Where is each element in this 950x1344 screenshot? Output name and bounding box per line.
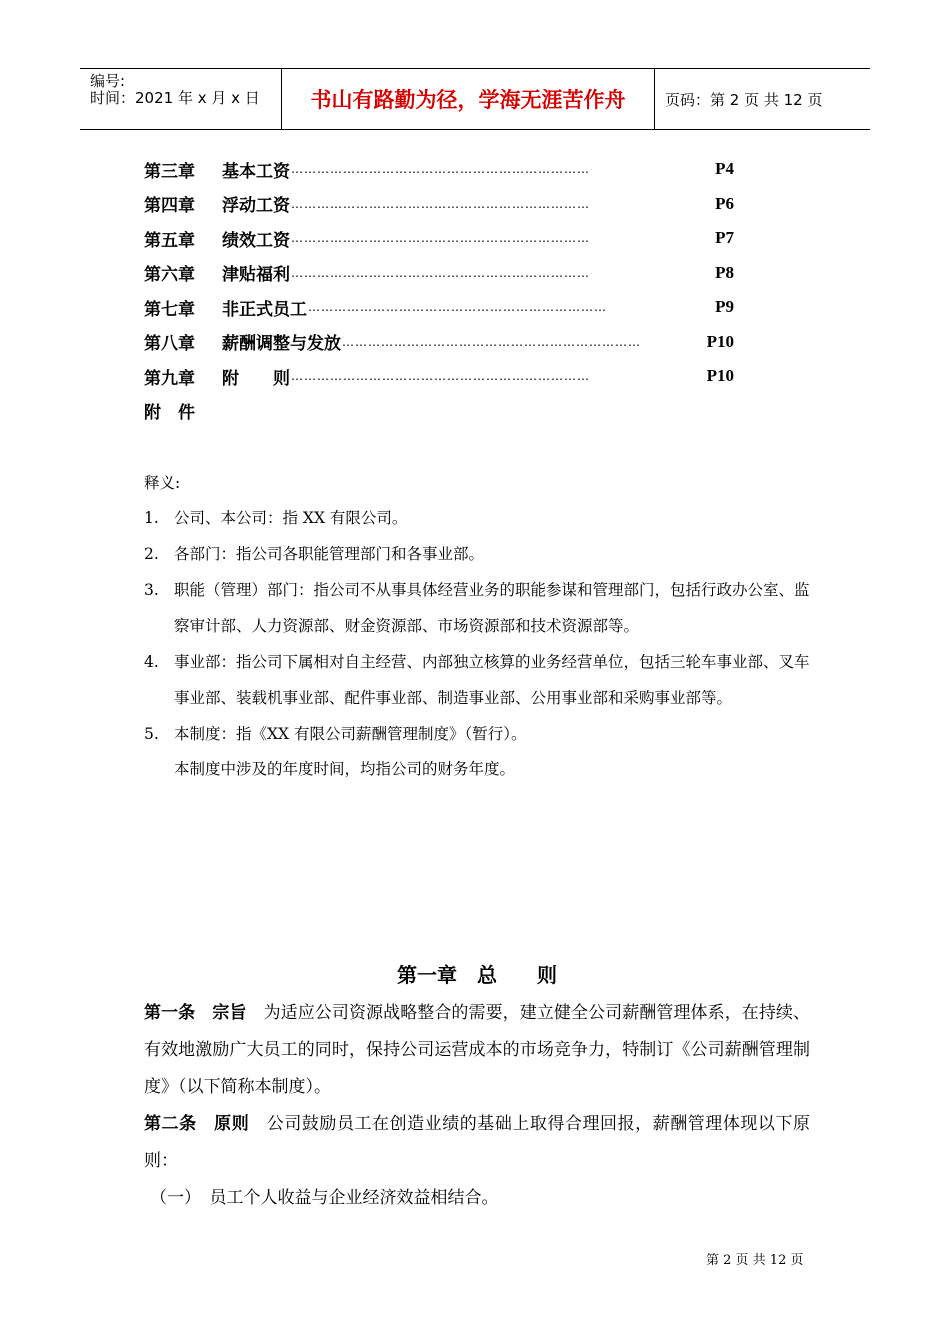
toc-chapter: 第九章: [144, 368, 195, 389]
toc-page: P9: [715, 297, 734, 317]
toc-row[interactable]: [144, 221, 734, 256]
chapter-one: [144, 955, 810, 1217]
toc-chapter: 第七章: [144, 299, 195, 320]
toc-page: P10: [706, 366, 734, 386]
toc-title: 基本工资: [222, 161, 290, 182]
article-text: 为适应公司资源战略整合的需要，建立健全公司薪酬管理体系，在持续、有效地激励广大员工的同时，保持公司运营成本的市场竞争力，特制订《公司薪酬管理制度》（以下简称本制度）。: [144, 1003, 811, 1097]
toc-page: P10: [706, 331, 734, 351]
page-header: [80, 68, 870, 130]
code-label: 编号:: [90, 72, 126, 90]
definitions-heading: 释义:: [144, 474, 181, 492]
header-meta: [80, 69, 280, 129]
principle-item: （一） 员工个人收益与企业经济效益相结合。: [150, 1188, 499, 1208]
definition-number: 2.: [144, 545, 159, 563]
definition-number: 3.: [144, 581, 159, 599]
toc-leader: ……………………………………………………………: [291, 369, 590, 384]
toc-row[interactable]: [144, 256, 734, 291]
article-text: 公司鼓励员工在创造业绩的基础上取得合理回报，薪酬管理体现以下原则：: [144, 1114, 811, 1171]
definition-item: [144, 536, 814, 572]
toc-title: 浮动工资: [222, 196, 290, 217]
toc-row[interactable]: [144, 359, 734, 394]
page-footer: 第 2 页 共 12 页: [706, 1253, 804, 1268]
table-of-contents: [144, 152, 734, 428]
article-label: 第二条 原则: [144, 1114, 250, 1134]
toc-title: 津贴福利: [222, 265, 290, 286]
toc-leader: ……………………………………………………………: [291, 231, 590, 246]
definition-text: 各部门：指公司各职能管理部门和各事业部。: [174, 545, 485, 563]
definition-text: 公司、本公司：指 XX 有限公司。: [174, 509, 408, 527]
toc-leader: ……………………………………………………………: [342, 334, 641, 349]
chapter-title: 第一章 总 则: [397, 963, 557, 987]
toc-chapter: 第八章: [144, 334, 195, 355]
definition-note: 本制度中涉及的年度时间，均指公司的财务年度。: [174, 760, 516, 778]
toc-chapter: 附 件: [144, 403, 195, 424]
date-label: 时间：2021 年 x 月 x 日: [90, 89, 260, 107]
definition-text: 职能（管理）部门：指公司不从事具体经营业务的职能参谋和管理部门，包括行政办公室、监察审计部、人力资源部、财金资源部、市场资源部和技术资源部等。: [174, 581, 810, 635]
toc-leader: ……………………………………………………………: [308, 300, 607, 315]
toc-row[interactable]: [144, 187, 734, 222]
toc-chapter: 第三章: [144, 161, 195, 182]
toc-chapter: 第四章: [144, 196, 195, 217]
toc-leader: ……………………………………………………………: [291, 196, 590, 211]
definition-item: [144, 572, 814, 644]
toc-row[interactable]: [144, 325, 734, 360]
toc-leader: ……………………………………………………………: [291, 265, 590, 280]
toc-chapter: 第五章: [144, 230, 195, 251]
toc-title: 绩效工资: [222, 230, 290, 251]
definitions-section: [144, 466, 814, 786]
toc-title: 薪酬调整与发放: [222, 334, 341, 355]
definition-item: [144, 716, 814, 752]
article-label: 第一条 宗旨: [144, 1003, 247, 1023]
toc-page: P8: [715, 262, 734, 282]
toc-row[interactable]: [144, 394, 734, 429]
toc-page: P4: [715, 159, 734, 179]
definition-number: 5.: [144, 725, 159, 743]
definition-number: 1.: [144, 509, 159, 527]
header-page-info: 页码：第 2 页 共 12 页: [665, 90, 823, 109]
toc-title: 附 则: [222, 368, 290, 389]
definition-item: [144, 644, 814, 716]
definition-text: 本制度：指《XX 有限公司薪酬管理制度》（暂行）。: [174, 725, 527, 743]
definition-number: 4.: [144, 653, 159, 671]
toc-title: 非正式员工: [222, 299, 307, 320]
article-two: [144, 1106, 810, 1180]
toc-page: P7: [715, 228, 734, 248]
toc-leader: ……………………………………………………………: [291, 162, 590, 177]
article-one: [144, 995, 810, 1106]
definition-item: [144, 500, 814, 536]
toc-row[interactable]: [144, 290, 734, 325]
definition-text: 事业部：指公司下属相对自主经营、内部独立核算的业务经营单位，包括三轮车事业部、叉车事业部、装载机事业部、配件事业部、制造事业部、公用事业部和采购事业部等。: [174, 653, 810, 707]
toc-chapter: 第六章: [144, 265, 195, 286]
header-motto: 书山有路勤为径，学海无涯苦作舟: [281, 69, 655, 129]
toc-page: P6: [715, 193, 734, 213]
toc-row[interactable]: [144, 152, 734, 187]
